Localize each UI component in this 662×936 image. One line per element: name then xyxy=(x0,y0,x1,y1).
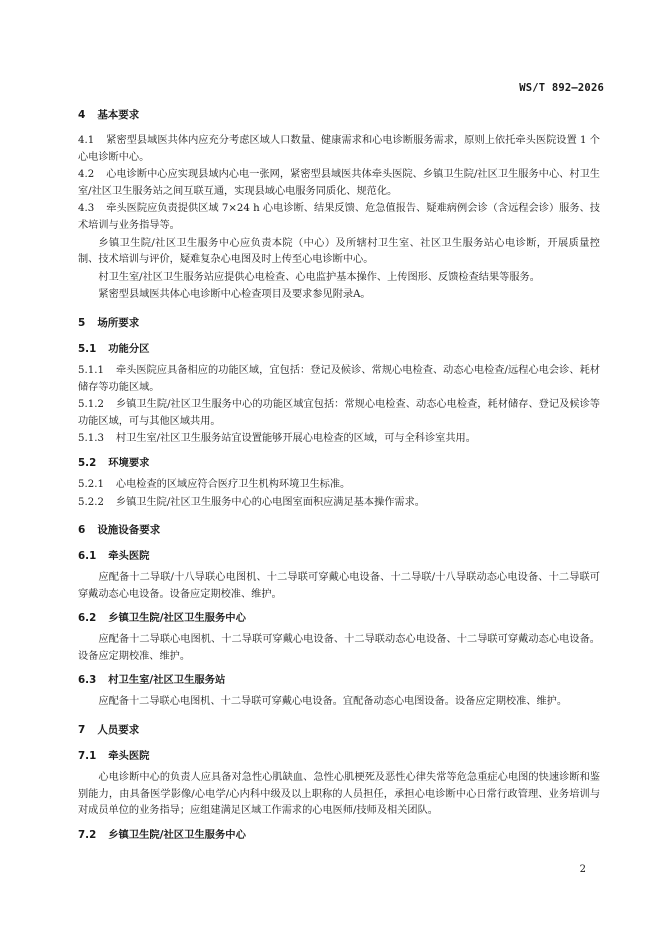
clause-text: 村卫生室/社区卫生服务站宜设置能够开展心电检查的区域，可与全科诊室共用。 xyxy=(115,433,476,445)
clause-5-2-1 xyxy=(78,477,600,494)
subsection-number: 6.1 xyxy=(78,550,97,563)
section-6-2-text: 应配备十二导联心电图机、十二导联可穿戴心电设备、十二导联动态心电设备、十二导联可穿戴动态心电设备。设备应定期校准、维护。 xyxy=(78,634,600,662)
standard-code: WS/T 892—2026 xyxy=(519,82,604,94)
section-6-2-heading xyxy=(78,610,600,626)
section-6-3-heading xyxy=(78,672,600,688)
page-content xyxy=(78,107,600,849)
clause-4-2 xyxy=(78,167,600,200)
clause-5-1-3 xyxy=(78,431,600,448)
clause-number: 4.2 xyxy=(78,169,95,181)
clause-5-2-2 xyxy=(78,495,600,512)
subsection-title: 环境要求 xyxy=(108,456,150,469)
clause-4-1 xyxy=(78,133,600,166)
section-number: 4 xyxy=(78,109,86,121)
clause-number: 5.1.3 xyxy=(78,433,104,445)
clause-text: 心电检查的区域应符合医疗卫生机构环境卫生标准。 xyxy=(115,478,351,490)
clause-number: 4.3 xyxy=(78,203,95,215)
section-number: 7 xyxy=(78,724,86,737)
section-title: 基本要求 xyxy=(97,109,140,121)
clause-5-1-1 xyxy=(78,363,600,396)
section-number: 6 xyxy=(78,524,86,537)
subsection-number: 6.2 xyxy=(78,612,97,625)
subsection-title: 功能分区 xyxy=(108,342,150,355)
section-7-2-heading xyxy=(78,827,600,843)
subsection-title: 牵头医院 xyxy=(108,550,150,563)
section-7-heading xyxy=(78,722,600,738)
clause-text: 心电诊断中心应实现县域内心电一张网，紧密型县域医共体牵头医院、乡镇卫生院/社区卫生服务中心、村卫生室/社区卫生服务站之间互联互通，实现县域心电服务同质化、规范化。 xyxy=(78,169,600,197)
section-6-1-heading xyxy=(78,548,600,564)
section-7-1-heading xyxy=(78,748,600,764)
section-6-3-text: 应配备十二导联心电图机、十二导联可穿戴心电设备。宜配备动态心电图设备。设备应定期校准、维护。 xyxy=(98,696,568,708)
clause-4-3 xyxy=(78,201,600,234)
subsection-title: 乡镇卫生院/社区卫生服务中心 xyxy=(108,612,246,625)
section-5-2-heading xyxy=(78,455,600,471)
subsection-number: 7.2 xyxy=(78,828,97,841)
section-7-1-text: 心电诊断中心的负责人应具备对急性心肌缺血、急性心肌梗死及恶性心律失常等危急重症心电图的快速诊断和鉴别能力，由具备医学影像/心电学/心内科中级及以上职称的人员担任，承担心电诊断中心日常行政管理、业务培训与对成员单位的业务指导；应组建满足区域工作需求的心电医师/技师及相关团队。 xyxy=(78,772,600,817)
section-number: 5 xyxy=(78,316,86,329)
clause-4-3-para4: 紧密型县域医共体心电诊断中心检查项目及要求参见附录A。 xyxy=(98,289,371,301)
section-4-heading xyxy=(78,107,600,123)
subsection-title: 乡镇卫生院/社区卫生服务中心 xyxy=(108,828,246,841)
subsection-number: 6.3 xyxy=(78,674,97,687)
clause-number: 5.2.2 xyxy=(78,496,104,508)
clause-text: 紧密型县域医共体内应充分考虑区域人口数量、健康需求和心电诊断服务需求，原则上依托牵头医院设置 1 个心电诊断中心。 xyxy=(78,135,600,163)
subsection-title: 村卫生室/社区卫生服务站 xyxy=(108,674,226,687)
subsection-title: 牵头医院 xyxy=(108,750,150,763)
section-title: 设施设备要求 xyxy=(97,524,161,537)
clause-4-3-para3: 村卫生室/社区卫生服务站应提供心电检查、心电监护基本操作、上传图形、反馈检查结果等服务。 xyxy=(98,271,540,283)
subsection-number: 5.2 xyxy=(78,456,97,469)
clause-number: 5.2.1 xyxy=(78,478,104,490)
clause-number: 5.1.2 xyxy=(78,399,104,411)
clause-5-1-2 xyxy=(78,397,600,430)
section-title: 人员要求 xyxy=(97,724,140,737)
clause-text: 乡镇卫生院/社区卫生服务中心的功能区域宜包括：常规心电检查、动态心电检查，耗材储存、登记及候诊等功能区域，可与其他区域共用。 xyxy=(78,399,600,427)
section-5-heading xyxy=(78,315,600,331)
page-number: 2 xyxy=(579,864,586,875)
clause-text: 乡镇卫生院/社区卫生服务中心的心电图室面积应满足基本操作需求。 xyxy=(115,496,425,508)
clause-text: 牵头医院应负责提供区域 7×24 h 心电诊断、结果反馈、危急值报告、疑难病例会诊（含远程会诊）服务、技术培训与业务指导等。 xyxy=(78,203,600,231)
clause-4-3-para2: 乡镇卫生院/社区卫生服务中心应负责本院（中心）及所辖村卫生室、社区卫生服务站心电诊断，开展质量控制、技术培训与评价，疑难复杂心电图及时上传至心电诊断中心。 xyxy=(78,237,600,266)
subsection-number: 7.1 xyxy=(78,750,97,763)
section-6-1-text: 应配备十二导联/十八导联心电图机、十二导联可穿戴心电设备、十二导联/十八导联动态心电设备、十二导联可穿戴动态心电设备。设备应定期校准、维护。 xyxy=(78,572,600,600)
clause-number: 4.1 xyxy=(78,135,95,146)
section-5-1-heading xyxy=(78,341,600,357)
section-6-heading xyxy=(78,522,600,538)
clause-text: 牵头医院应具备相应的功能区域，宜包括：登记及候诊、常规心电检查、动态心电检查/远程心电会诊、耗材储存等功能区域。 xyxy=(78,364,600,393)
subsection-number: 5.1 xyxy=(78,342,97,355)
section-title: 场所要求 xyxy=(97,316,140,329)
clause-number: 5.1.1 xyxy=(78,364,104,376)
